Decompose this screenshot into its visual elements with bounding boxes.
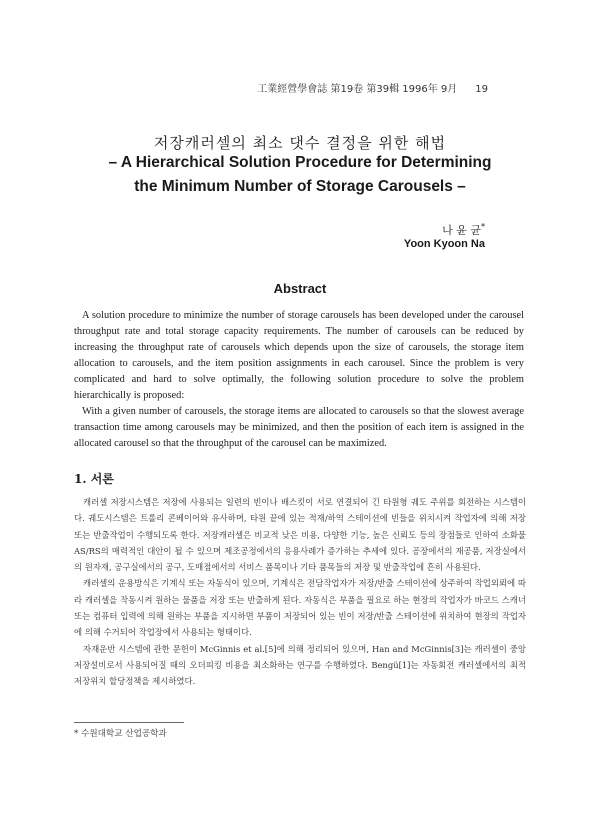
abstract-paragraph-2: With a given number of carousels, the storage items are allocated to carousels so that the slowest average transaction time among carousels may be minimized, and then the position of each item is assigned in the allocated carousel so that the throughput of the carousel can be maximized.: [74, 406, 524, 449]
introduction-body: [74, 494, 526, 690]
author-footnote-mark: *: [481, 222, 485, 232]
english-title: [0, 151, 600, 199]
journal-citation: 工業經營學會誌 第19卷 第39輯 1996年 9月: [257, 84, 458, 95]
page-number: 19: [475, 84, 488, 95]
abstract-paragraph-1: A solution procedure to minimize the number of storage carousels has been developed under the carousel throughput rate and total storage capacity requirements. The number of carousels can be reduced by increasing the throughput rate of carousels which depends upon the size of carousels, the storage item allocation to carousels, and the item position assignments in each carousel. Since the problem is very complicated and hard to solve optimally, the following solution procedure to solve the problem hierarchically is proposed:: [74, 310, 524, 401]
english-title-line-2: the Minimum Number of Storage Carousels –: [134, 178, 466, 195]
abstract-body: [74, 308, 524, 452]
author-english-name: Yoon Kyoon Na: [403, 238, 485, 250]
author-affiliation-footnote: * 수원대학교 산업공학과: [74, 729, 167, 739]
footnote-divider: [74, 722, 184, 723]
intro-paragraph-3: 자재운반 시스템에 관한 문헌이 McGinnis et al.[5]에 의해 정리되어 있으며, Han and McGinnis[3]는 캐러셀이 중앙 저장설비로서 사용되어질 때의 오더피킹 비용을 최소화하는 연구를 수행하였다. Bengü[1]는 자동회전 캐러셀에서의 최적 저장위치 할당정책을 제시하였다.: [74, 643, 526, 687]
intro-paragraph-1: 캐러셀 저장시스템은 저장에 사용되는 일련의 빈이나 배스킷이 서로 연결되어 긴 타원형 궤도 주위를 회전하는 시스템이다. 궤도시스템은 트롤리 콘베이어와 유사하며, 타원 끝에 있는 적재/하역 스테이션에 빈들을 위치시켜 작업자에 의해 저장 또는 반출작업이 수행되도록 한다. 저장캐러셀은 비교적 낮은 비용, 다양한 기능, 높은 신뢰도 등의 장점들로 인하여 소화물 AS/RS의 매력적인 대안이 될 수 있으며 제조공정에서의 응용사례가 증가하는 추세에 있다. 공장에서의 재공품, 저장실에서의 원자재, 공구실에서의 공구, 도매점에서의 서비스 품목이나 기타 품목들의 저장 및 반출작업에 흔히 사용된다.: [74, 497, 526, 573]
author-korean-text: 나 윤 균: [442, 224, 481, 237]
section-heading-introduction: 1. 서론: [74, 472, 114, 486]
korean-title: 저장캐러셀의 최소 댓수 결정을 위한 해법: [153, 134, 447, 152]
english-title-line-1: – A Hierarchical Solution Procedure for Determining: [108, 154, 492, 171]
author-korean-name: [442, 222, 485, 238]
intro-paragraph-2: 캐러셀의 운용방식은 기계식 또는 자동식이 있으며, 기계식은 전담작업자가 저장/반출 스테이션에 상주하여 작업외뢰에 따라 캐러셀을 작동시켜 원하는 물품을 저장 또는 반출하게 된다. 자동식은 부품을 필요로 하는 현장의 작업자가 바코드 스캐너 또는 컴퓨터 입력에 의해 원하는 부품을 지시하면 부품이 저장되어 있는 빈이 저장/반출 스테이션에 위치하여 현장의 작업자에 의해 수거되어 작업장에서 사용되는 형태이다.: [74, 578, 526, 638]
running-header: [257, 80, 488, 95]
abstract-heading: Abstract: [273, 281, 327, 296]
